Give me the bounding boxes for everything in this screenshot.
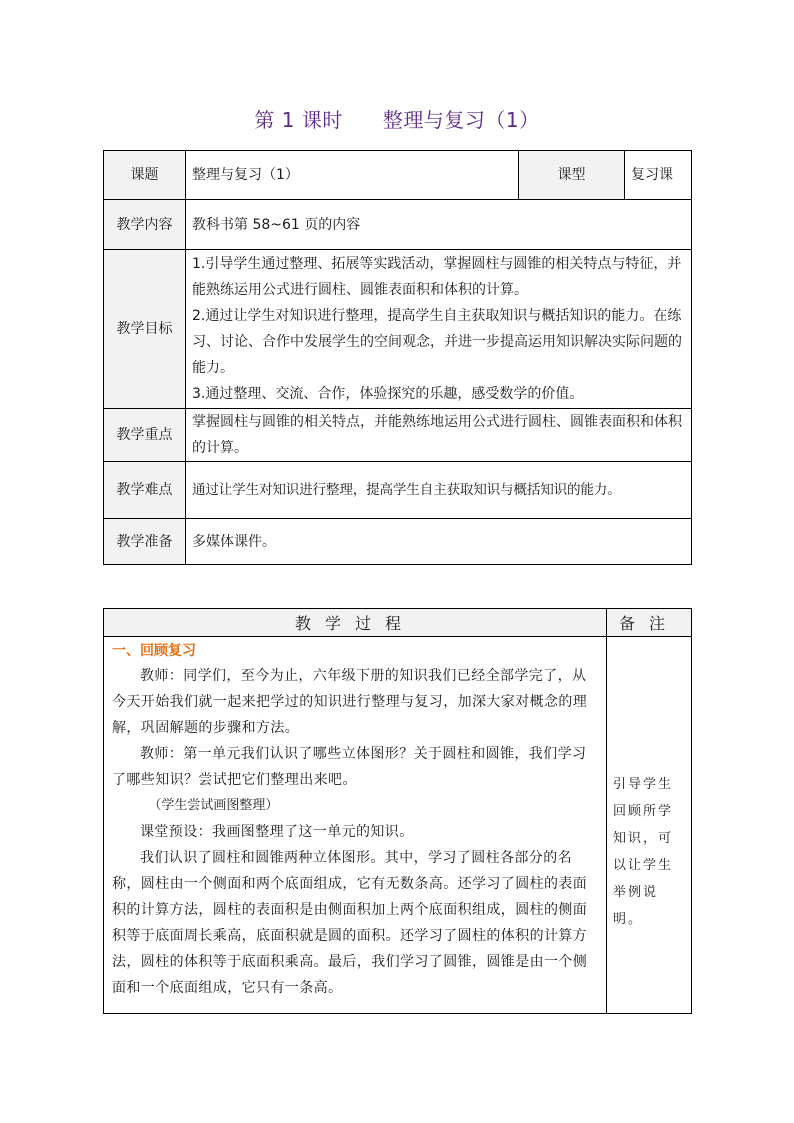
process-header-row: [104, 609, 692, 637]
note-line: 引导学生: [613, 777, 674, 792]
key-points-row: [104, 409, 692, 462]
subject-row: [104, 151, 692, 200]
note-line: 举例说明。: [613, 885, 659, 927]
key-points-value: 掌握圆柱与圆锥的相关特点，并能熟练地运用公式进行圆柱、圆锥表面积和体积的计算。: [186, 409, 692, 462]
difficulties-label: 教学难点: [104, 462, 186, 519]
notes-cell: [607, 637, 692, 1014]
content-row: [104, 200, 692, 250]
key-points-label: 教学重点: [104, 409, 186, 462]
objective-item: 2.通过让学生对知识进行整理，提高学生自主获取知识与概括知识的能力。在练习、讨论、合作中发展学生的空间观念，并进一步提高运用知识解决实际问题的能力。: [192, 308, 682, 376]
process-paragraph: 课堂预设：我画图整理了这一单元的知识。: [140, 824, 414, 840]
type-value: 复习课: [625, 151, 692, 200]
subject-label: 课题: [104, 151, 186, 200]
notes-header: 备注: [607, 609, 692, 637]
lesson-number: 第 1 课时: [254, 108, 343, 132]
process-body: [104, 637, 607, 1014]
content-label: 教学内容: [104, 200, 186, 250]
process-body-row: [104, 637, 692, 1014]
lesson-topic: 整理与复习（1）: [382, 108, 540, 132]
subject-value: 整理与复习（1）: [186, 151, 519, 200]
process-header: 教学过程: [104, 609, 607, 637]
type-label: 课型: [519, 151, 625, 200]
difficulties-value: 通过让学生对知识进行整理，提高学生自主获取知识与概括知识的能力。: [186, 462, 692, 519]
teaching-process-table: [103, 608, 692, 1014]
note-line: 知识，可: [613, 831, 674, 846]
preparation-row: [104, 519, 692, 565]
objective-item: 3.通过整理、交流、合作，体验探究的乐趣，感受数学的价值。: [192, 386, 584, 402]
note-line: 以让学生: [613, 858, 674, 873]
objective-item: 1.引导学生通过整理、拓展等实践活动，掌握圆柱与圆锥的相关特点与特征，并能熟练运用公式进行圆柱、圆锥表面积和体积的计算。: [192, 256, 682, 298]
student-activity-note: （学生尝试画图整理）: [148, 798, 279, 813]
preparation-label: 教学准备: [104, 519, 186, 565]
objectives-row: [104, 250, 692, 409]
process-paragraph: 我们认识了圆柱和圆锥两种立体图形。其中，学习了圆柱各部分的名称，圆柱由一个侧面和两个底面组成，它有无数条高。还学习了圆柱的表面积的计算方法，圆柱的表面积是由侧面积加上两个底面积组成，圆柱的侧面积等于底面周长乘高，底面积就是圆的面积。还学习了圆柱的体积的计算方法，圆柱的体积等于底面积乘高。最后，我们学习了圆锥，圆锥是由一个侧面和一个底面组成，它只有一条高。: [112, 850, 588, 996]
process-paragraph: 教师：同学们，至今为止，六年级下册的知识我们已经全部学完了，从今天开始我们就一起来把学过的知识进行整理与复习，加深大家对概念的理解，巩固解题的步骤和方法。: [112, 668, 588, 736]
process-paragraph: 教师：第一单元我们认识了哪些立体图形？关于圆柱和圆锥，我们学习了哪些知识？尝试把它们整理出来吧。: [112, 746, 587, 788]
note-line: 回顾所学: [613, 804, 674, 819]
objectives-label: 教学目标: [104, 250, 186, 409]
difficulties-row: [104, 462, 692, 519]
objectives-cell: [186, 250, 692, 409]
section-title: 一、回顾复习: [112, 643, 196, 659]
lesson-info-table: [103, 150, 692, 565]
content-value: 教科书第 58~61 页的内容: [186, 200, 692, 250]
page-title: [0, 104, 794, 133]
preparation-value: 多媒体课件。: [186, 519, 692, 565]
